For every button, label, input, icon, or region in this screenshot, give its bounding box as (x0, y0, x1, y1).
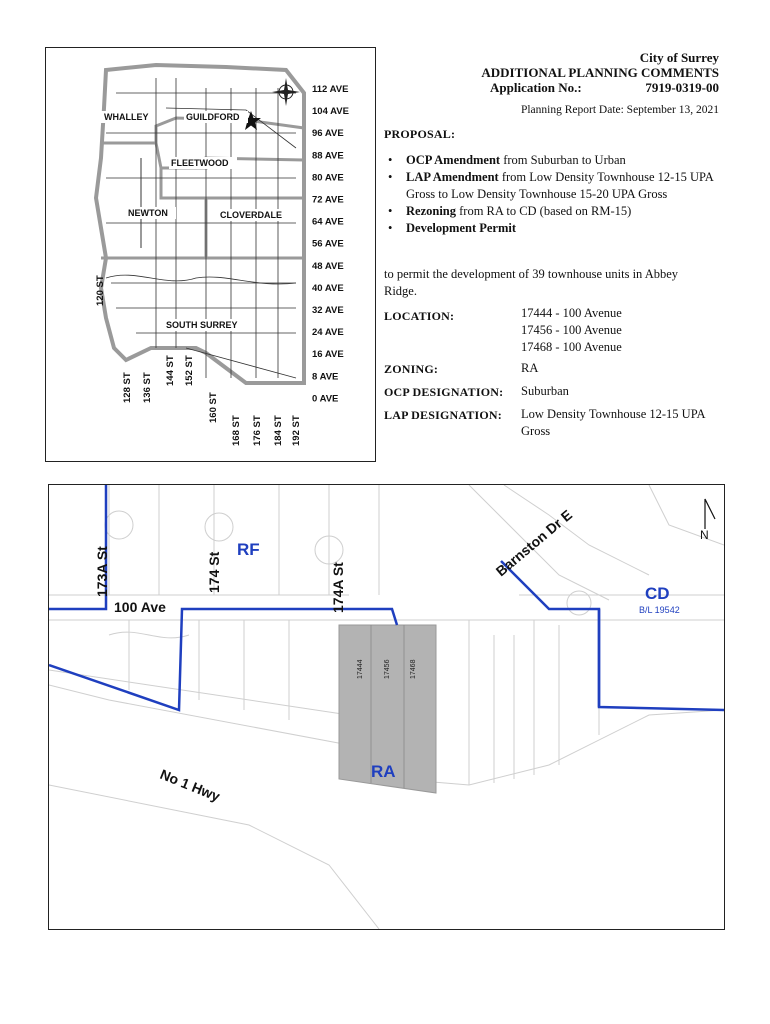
zoning-value: RA (521, 361, 539, 375)
key-map (45, 47, 376, 462)
avenue-label: 24 AVE (312, 327, 344, 339)
avenue-label: 112 AVE (312, 84, 349, 95)
street-label: 168 ST (231, 415, 242, 446)
street-label: 128 ST (122, 372, 133, 403)
street-120-label: 120 ST (95, 275, 106, 306)
zone-cd-bylaw: B/L 19542 (639, 605, 680, 615)
key-map-graphic (46, 48, 374, 460)
barnston-label: Barnston Dr E (492, 506, 576, 580)
lap-value-line1: Low Density Townhouse 12-15 UPA (521, 407, 706, 421)
avenue-label: 72 AVE (312, 194, 344, 206)
street-174a-label: 174A St (330, 562, 346, 613)
street-174-label: 174 St (206, 551, 222, 593)
lot-number: 17456 (384, 659, 391, 679)
avenue-label: 32 AVE (312, 305, 344, 316)
application-label: Application No.: (490, 80, 582, 95)
street-label: 136 ST (142, 372, 153, 403)
lot-number: 17444 (357, 659, 364, 679)
lot-number: 17468 (410, 659, 417, 679)
highway-label: No 1 Hwy (157, 765, 223, 805)
avenue-label: 64 AVE (312, 216, 344, 228)
street-label: 184 ST (273, 415, 284, 446)
avenue-label: 48 AVE (312, 260, 344, 272)
street-173a-label: 173A St (94, 546, 110, 597)
avenue-label: 104 AVE (312, 106, 349, 118)
avenue-label: 40 AVE (312, 282, 344, 294)
ocp-value: Suburban (521, 384, 569, 398)
proposal-item: • LAP Amendment from Low Density Townhouse 12-15 UPA Gross to Low Density Townhouse 15-20 UPA Gross (384, 169, 714, 203)
area-whalley: WHALLEY (104, 112, 149, 122)
lap-label: LAP DESIGNATION: (384, 408, 502, 422)
avenue-label: 0 AVE (312, 393, 339, 405)
location-line: 17468 - 100 Avenue (521, 340, 622, 354)
site-map (48, 484, 725, 930)
street-label: 192 ST (291, 415, 302, 446)
lap-value-line2: Gross (521, 424, 551, 438)
proposal-item: • OCP Amendment from Suburban to Urban (384, 152, 714, 169)
area-fleetwood: FLEETWOOD (171, 158, 229, 168)
avenue-label: 8 AVE (312, 371, 339, 383)
proposal-summary: to permit the development of 39 townhouse units in Abbey Ridge. (384, 267, 679, 298)
street-label: 176 ST (252, 415, 263, 446)
zoning-label: ZONING: (384, 362, 439, 376)
proposal-item: • Development Permit (384, 220, 714, 237)
area-south-surrey: SOUTH SURREY (166, 320, 238, 330)
street-label: 160 ST (208, 392, 219, 423)
location-line: 17444 - 100 Avenue (521, 306, 622, 320)
location-label: LOCATION: (384, 309, 455, 323)
street-label: 144 ST (165, 355, 176, 386)
proposal-list (384, 152, 714, 237)
ave-100-label: 100 Ave (114, 599, 166, 615)
avenue-label: 56 AVE (312, 238, 344, 250)
location-line: 17456 - 100 Avenue (521, 323, 622, 337)
area-newton: NEWTON (128, 208, 168, 218)
area-cloverdale: CLOVERDALE (220, 210, 283, 220)
header-title: ADDITIONAL PLANNING COMMENTS (481, 65, 719, 80)
report-date: Planning Report Date: September 13, 2021 (520, 104, 719, 116)
avenue-label: 16 AVE (312, 349, 344, 361)
zone-ra-label: RA (371, 762, 396, 781)
street-label: 152 ST (184, 355, 195, 386)
avenue-label: 88 AVE (312, 150, 344, 162)
header-city: City of Surrey (639, 50, 719, 65)
proposal-item: • Rezoning from RA to CD (based on RM-15) (384, 203, 714, 220)
ocp-label: OCP DESIGNATION: (384, 385, 504, 399)
area-guildford: GUILDFORD (186, 112, 240, 122)
application-number: 7919-0319-00 (645, 80, 719, 95)
zone-rf-label: RF (237, 540, 260, 559)
avenue-label: 96 AVE (312, 128, 344, 140)
north-label: N (700, 528, 709, 542)
site-map-graphic (49, 485, 724, 929)
proposal-label: PROPOSAL: (384, 127, 456, 141)
north-arrow-icon (705, 499, 715, 529)
avenue-label: 80 AVE (312, 172, 344, 184)
zone-cd-label: CD (645, 584, 670, 603)
